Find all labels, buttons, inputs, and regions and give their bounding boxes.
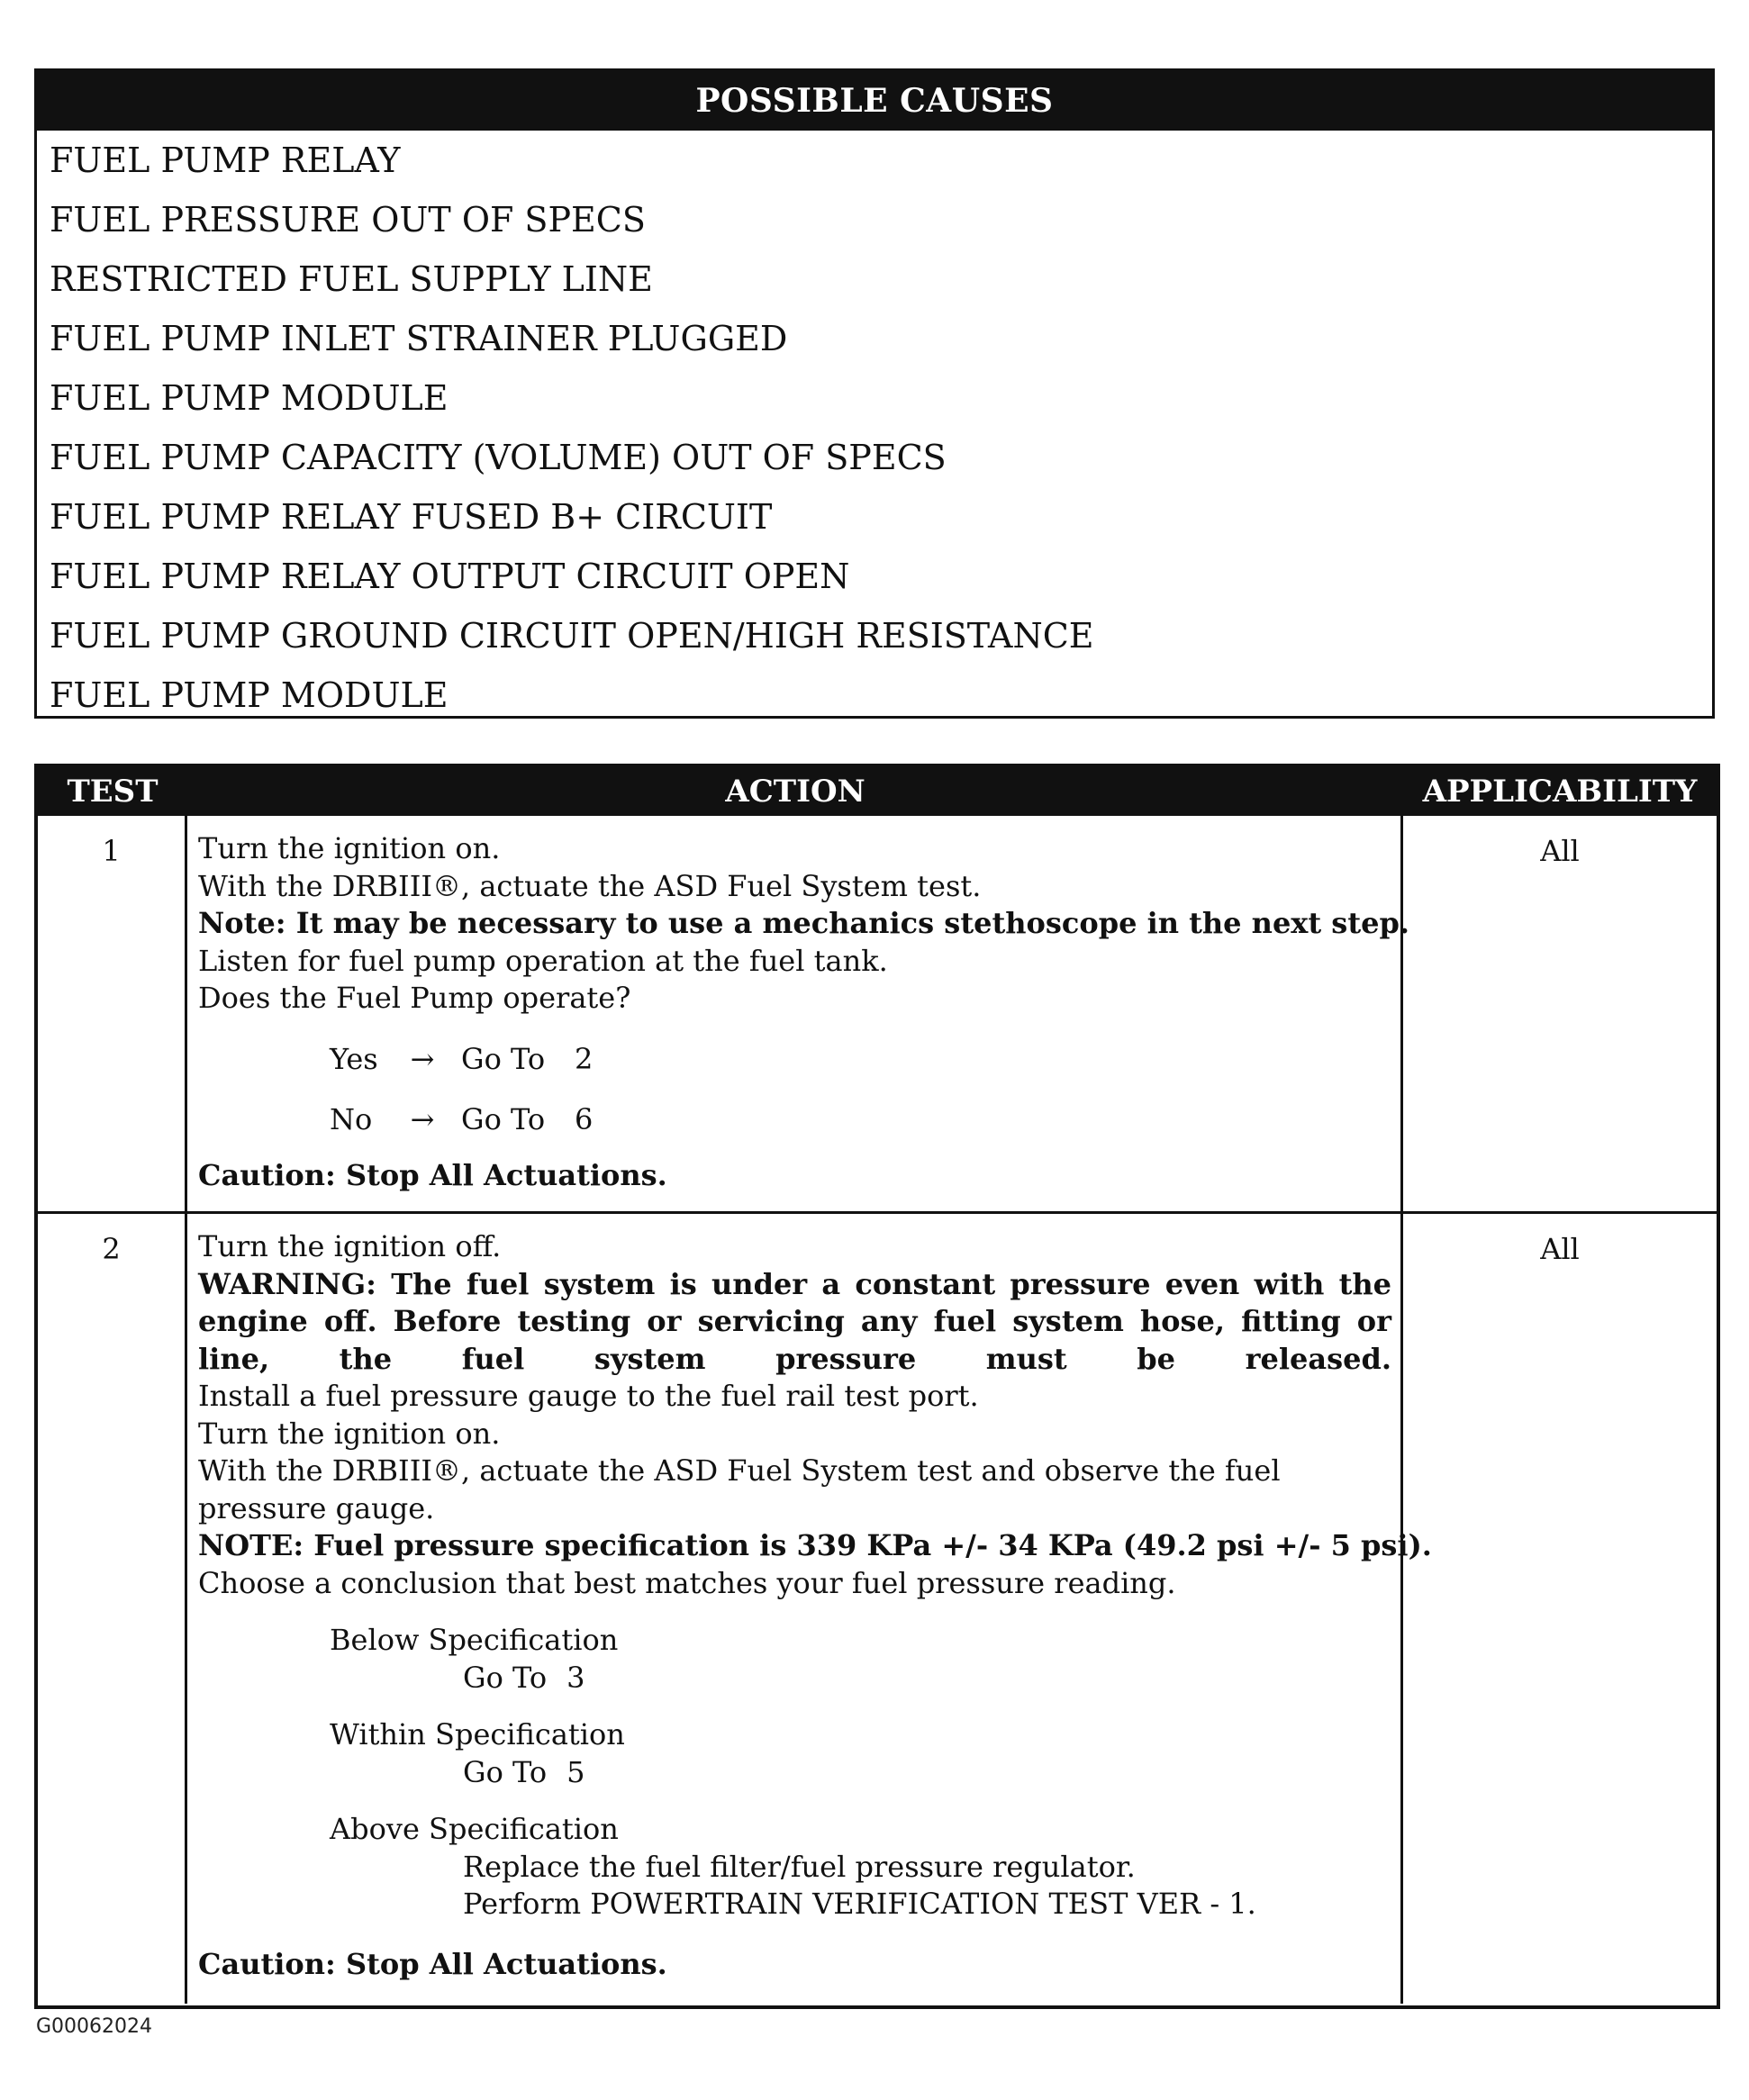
header-test: TEST xyxy=(67,774,159,810)
possible-causes-title: POSSIBLE CAUSES xyxy=(37,71,1712,131)
action-line: Install a fuel pressure gauge to the fuel rail test port. xyxy=(198,1379,979,1413)
action-note: Note: It may be necessary to use a mechanics stethoscope in the next step. xyxy=(198,906,1409,940)
option-label: No xyxy=(330,1101,373,1136)
option-no xyxy=(198,1100,1391,1138)
action-line: Listen for fuel pump operation at the fuel tank. xyxy=(198,943,888,978)
right-arrow-icon: → xyxy=(410,1101,435,1136)
caution-text: Caution: Stop All Actuations. xyxy=(198,1158,667,1192)
table-row xyxy=(38,816,1717,1214)
action-cell xyxy=(187,816,1409,1211)
caution-text: Caution: Stop All Actuations. xyxy=(198,1947,667,1981)
figure-id: G00062024 xyxy=(36,2015,153,2038)
goto-target: 5 xyxy=(566,1754,585,1789)
goto-text: Go To xyxy=(463,1754,548,1789)
branch-goto xyxy=(330,1754,1391,1792)
goto-text: Go To xyxy=(463,1660,548,1695)
goto-text: Go To xyxy=(461,1101,546,1136)
action-line: Turn the ignition on. xyxy=(198,831,501,865)
cause-item: FUEL PUMP MODULE xyxy=(50,675,449,715)
goto-target: 2 xyxy=(575,1041,594,1076)
header-applicability: APPLICABILITY xyxy=(1422,774,1698,810)
cause-item: FUEL PUMP RELAY OUTPUT CIRCUIT OPEN xyxy=(50,557,850,596)
action-line: Does the Fuel Pump operate? xyxy=(198,981,631,1015)
action-note: NOTE: Fuel pressure specification is 339 KPa +/- 34 KPa (49.2 psi +/- 5 psi). xyxy=(198,1528,1432,1562)
goto-text: Go To xyxy=(461,1041,546,1076)
test-number: 1 xyxy=(38,816,187,1211)
cause-item: FUEL PUMP CAPACITY (VOLUME) OUT OF SPECS xyxy=(50,438,947,477)
cause-item: FUEL PUMP INLET STRAINER PLUGGED xyxy=(50,319,788,358)
action-line: With the DRBIII®, actuate the ASD Fuel System test. xyxy=(198,868,982,903)
warning-text: WARNING: The fuel system is under a constant pressure even with the engine off. Before testing or servicing any fuel system hose, fitting or line, the fuel system pressure must be released. xyxy=(198,1266,1391,1376)
option-yes xyxy=(198,1040,1391,1078)
cause-item: FUEL PUMP MODULE xyxy=(50,378,449,418)
goto-target: 6 xyxy=(575,1101,594,1136)
table-row xyxy=(38,1214,1717,2004)
applicability-cell: All xyxy=(1540,834,1580,868)
test-action-table xyxy=(34,764,1720,2009)
goto-target: 3 xyxy=(566,1660,585,1695)
applicability-cell: All xyxy=(1540,1232,1580,1266)
right-arrow-icon: → xyxy=(410,1041,435,1076)
header-action: ACTION xyxy=(725,774,865,810)
action-line: With the DRBIII®, actuate the ASD Fuel System test and observe the fuel pressure gauge. xyxy=(198,1453,1281,1525)
action-line: Turn the ignition on. xyxy=(198,1416,501,1451)
action-line: Choose a conclusion that best matches your fuel pressure reading. xyxy=(198,1565,1176,1600)
branch-within xyxy=(198,1716,1391,1791)
action-cell xyxy=(187,1214,1432,2004)
branch-below xyxy=(198,1622,1391,1697)
cause-item: FUEL PRESSURE OUT OF SPECS xyxy=(50,200,646,240)
test-number: 2 xyxy=(38,1214,187,2004)
branch-label: Above Specification xyxy=(330,1812,619,1846)
table-header xyxy=(38,767,1717,816)
cause-item: FUEL PUMP RELAY xyxy=(50,140,401,180)
possible-causes-box xyxy=(34,68,1715,719)
branch-goto xyxy=(330,1660,1391,1697)
cause-item: FUEL PUMP GROUND CIRCUIT OPEN/HIGH RESISTANCE xyxy=(50,616,1094,656)
branch-step: Perform POWERTRAIN VERIFICATION TEST VER - 1. xyxy=(463,1887,1256,1921)
branch-label: Below Specification xyxy=(330,1623,619,1657)
possible-causes-list xyxy=(37,131,1712,725)
cause-item: RESTRICTED FUEL SUPPLY LINE xyxy=(50,259,653,299)
cause-item: FUEL PUMP RELAY FUSED B+ CIRCUIT xyxy=(50,497,773,537)
option-label: Yes xyxy=(330,1041,378,1076)
branch-above xyxy=(198,1811,1391,1923)
branch-label: Within Specification xyxy=(330,1717,625,1752)
action-line: Turn the ignition off. xyxy=(198,1229,502,1263)
branch-step: Replace the fuel filter/fuel pressure regulator. xyxy=(463,1849,1136,1884)
